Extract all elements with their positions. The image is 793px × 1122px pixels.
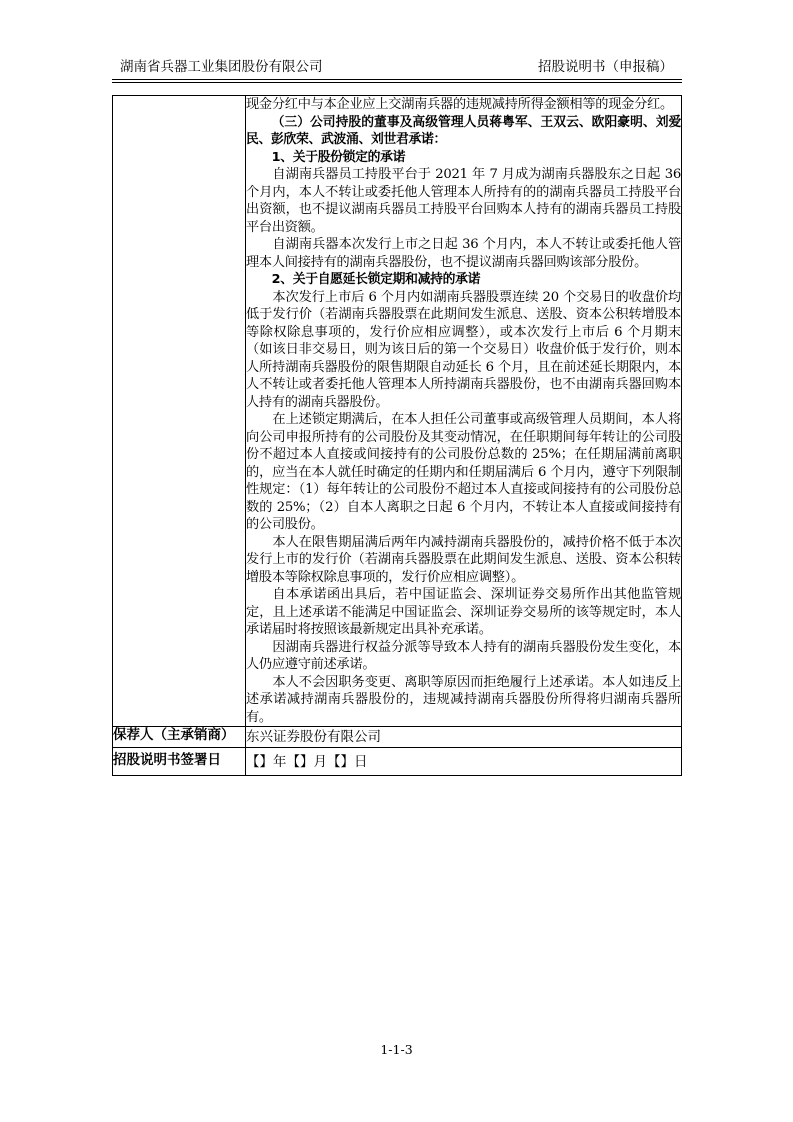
commitment-label-cell — [113, 96, 246, 727]
paragraph-transfer-limits: 在上述锁定期满后，在本人担任公司董事或高级管理人员期间，本人将向公司申报所持有的公司股份及其变动情况，在任职期间每年转让的公司股份不超过本人直接或间接持有的公司股份总数的 25%；在任期届满前离职的，应当在本人就任时确定的任期内和任期届满后 6 个月内，遵守下列限制性规定：（1）每年转让的公司股份不超过本人直接或间接持有的公司股份总数的 25%；（2）自本人离职之日起 6 个月内，不转让本人直接或间接持有的公司股份。 — [246, 412, 681, 532]
subheading-extension-reduction: 2、关于自愿延长锁定期和减持的承诺 — [271, 272, 481, 287]
header-rule-thin — [112, 82, 682, 83]
section-heading-directors: （三）公司持股的董事及高级管理人员蒋粤军、王双云、欧阳豪明、刘爱民、彭欣荣、武波涌、刘世君承诺： — [246, 114, 681, 147]
header-company-name: 湖南省兵器工业集团股份有限公司 — [120, 59, 323, 75]
subheading-share-lockup: 1、关于股份锁定的承诺 — [271, 149, 406, 165]
paragraph-reduction-price: 本人在限售期届满后两年内减持湖南兵器股份的，减持价格不低于本次发行上市的发行价（若湖南兵器股票在此期间发生派息、送股、资本公积转增股本等除权除息事项的，发行价应相应调整）。 — [246, 534, 681, 585]
sponsor-row — [113, 727, 682, 748]
header-document-type: 招股说明书（申报稿） — [538, 59, 673, 75]
paragraph-lockup-listing: 自湖南兵器本次发行上市之日起 36 个月内，本人不转让或委托他人管理本人间接持有的湖南兵器股份，也不提议湖南兵器回购该部分股份。 — [246, 237, 681, 270]
paragraph-auto-extension: 本次发行上市后 6 个月内如湖南兵器股票连续 20 个交易日的收盘价均低于发行价（若湖南兵器股票在此期间发生派息、送股、资本公积转增股本等除权除息事项的，发行价应相应调整），或本次发行上市后 6 个月期末（如该日非交易日，则为该日后的第一个交易日）收盘价低于发行价，则本人所持湖南兵器股份的限售期限自动延长 6 个月，且在前述延长期限内，本人不转让或者委托他人管理本人所持湖南兵器股份，也不由湖南兵器回购本人持有的湖南兵器股份。 — [246, 289, 681, 410]
paragraph-continuation: 现金分红中与本企业应上交湖南兵器的违规减持所得金额相等的现金分红。 — [246, 97, 673, 112]
paragraph-regulatory-update: 自本承诺函出具后，若中国证监会、深圳证券交易所作出其他监管规定，且上述承诺不能满足中国证监会、深圳证券交易所的该等规定时，本人承诺届时将按照该最新规定出具补充承诺。 — [246, 587, 681, 637]
paragraph-lockup-platform: 自湖南兵器员工持股平台于 2021 年 7 月成为湖南兵器股东之日起 36 个月内，本人不转让或委托他人管理本人所持有的的湖南兵器员工持股平台出资额，也不提议湖南兵器员工持股平台回购本人持有的湖南兵器员工持股平台出资额。 — [246, 167, 681, 235]
signing-date-value: 【】年【】月【】日 — [246, 748, 682, 776]
paragraph-equity-distribution: 因湖南兵器进行权益分派等导致本人持有的湖南兵器股份发生变化，本人仍应遵守前述承诺。 — [246, 639, 681, 672]
info-table — [112, 95, 682, 776]
sponsor-value: 东兴证券股份有限公司 — [246, 727, 682, 748]
signing-date-label: 招股说明书签署日 — [113, 748, 246, 776]
signing-date-row — [113, 748, 682, 776]
page-number: 1-1-3 — [380, 1042, 413, 1057]
commitment-row — [113, 96, 682, 727]
paragraph-violation-consequence: 本人不会因职务变更、离职等原因而拒绝履行上述承诺。本人如违反上述承诺减持湖南兵器股份的，违规减持湖南兵器股份所得将归湖南兵器所有。 — [246, 674, 681, 725]
sponsor-label: 保荐人（主承销商） — [113, 727, 246, 748]
commitment-content-cell — [246, 96, 682, 727]
header-rule-thick — [112, 79, 682, 80]
